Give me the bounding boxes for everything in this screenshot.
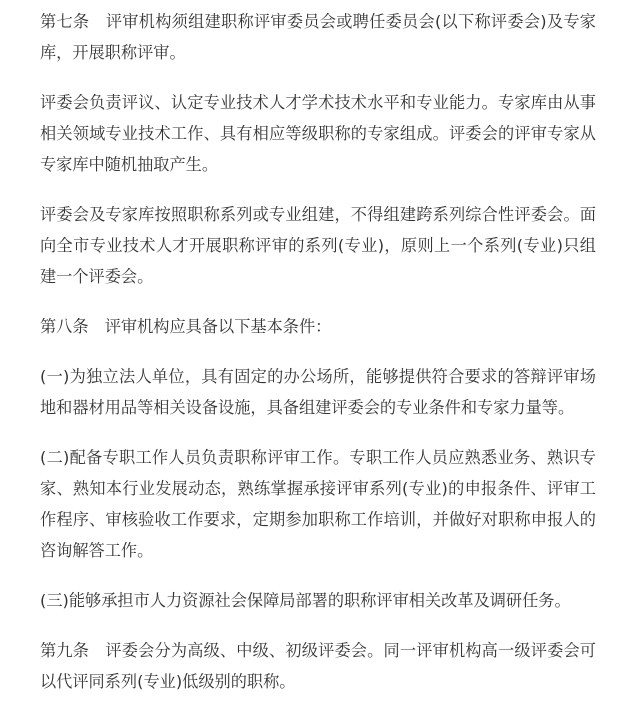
condition-3-paragraph: (三)能够承担市人力资源社会保障局部署的职称评审相关改革及调研任务。 bbox=[40, 591, 571, 610]
document-body bbox=[40, 6, 596, 716]
committee-organization-paragraph: 评委会及专家库按照职称系列或专业组建，不得组建跨系列综合性评委会。面向全市专业技术人才开展职称评审的系列(专业)，原则上一个系列(专业)只组建一个评委会。 bbox=[40, 205, 596, 286]
article-8-paragraph: 第八条 评审机构应具备以下基本条件： bbox=[40, 317, 332, 336]
article-7-paragraph: 第七条 评审机构须组建职称评审委员会或聘任委员会(以下称评委会)及专家库，开展职称评审。 bbox=[40, 12, 596, 62]
condition-1-paragraph: (一)为独立法人单位，具有固定的办公场所，能够提供符合要求的答辩评审场地和器材用品等相关设备设施，具备组建评委会的专业条件和专家力量等。 bbox=[40, 367, 596, 417]
condition-2-paragraph: (二)配备专职工作人员负责职称评审工作。专职工作人员应熟悉业务、熟识专家、熟知本行业发展动态，熟练掌握承接评审系列(专业)的申报条件、评审工作程序、审核验收工作要求，定期参加职称工作培训，并做好对职称申报人的咨询解答工作。 bbox=[40, 448, 596, 560]
article-9-paragraph: 第九条 评委会分为高级、中级、初级评委会。同一评审机构高一级评委会可以代评同系列(专业)低级别的职称。 bbox=[40, 641, 596, 691]
committee-duties-paragraph: 评委会负责评议、认定专业技术人才学术技术水平和专业能力。专家库由从事相关领域专业技术工作、具有相应等级职称的专家组成。评委会的评审专家从专家库中随机抽取产生。 bbox=[40, 93, 596, 174]
